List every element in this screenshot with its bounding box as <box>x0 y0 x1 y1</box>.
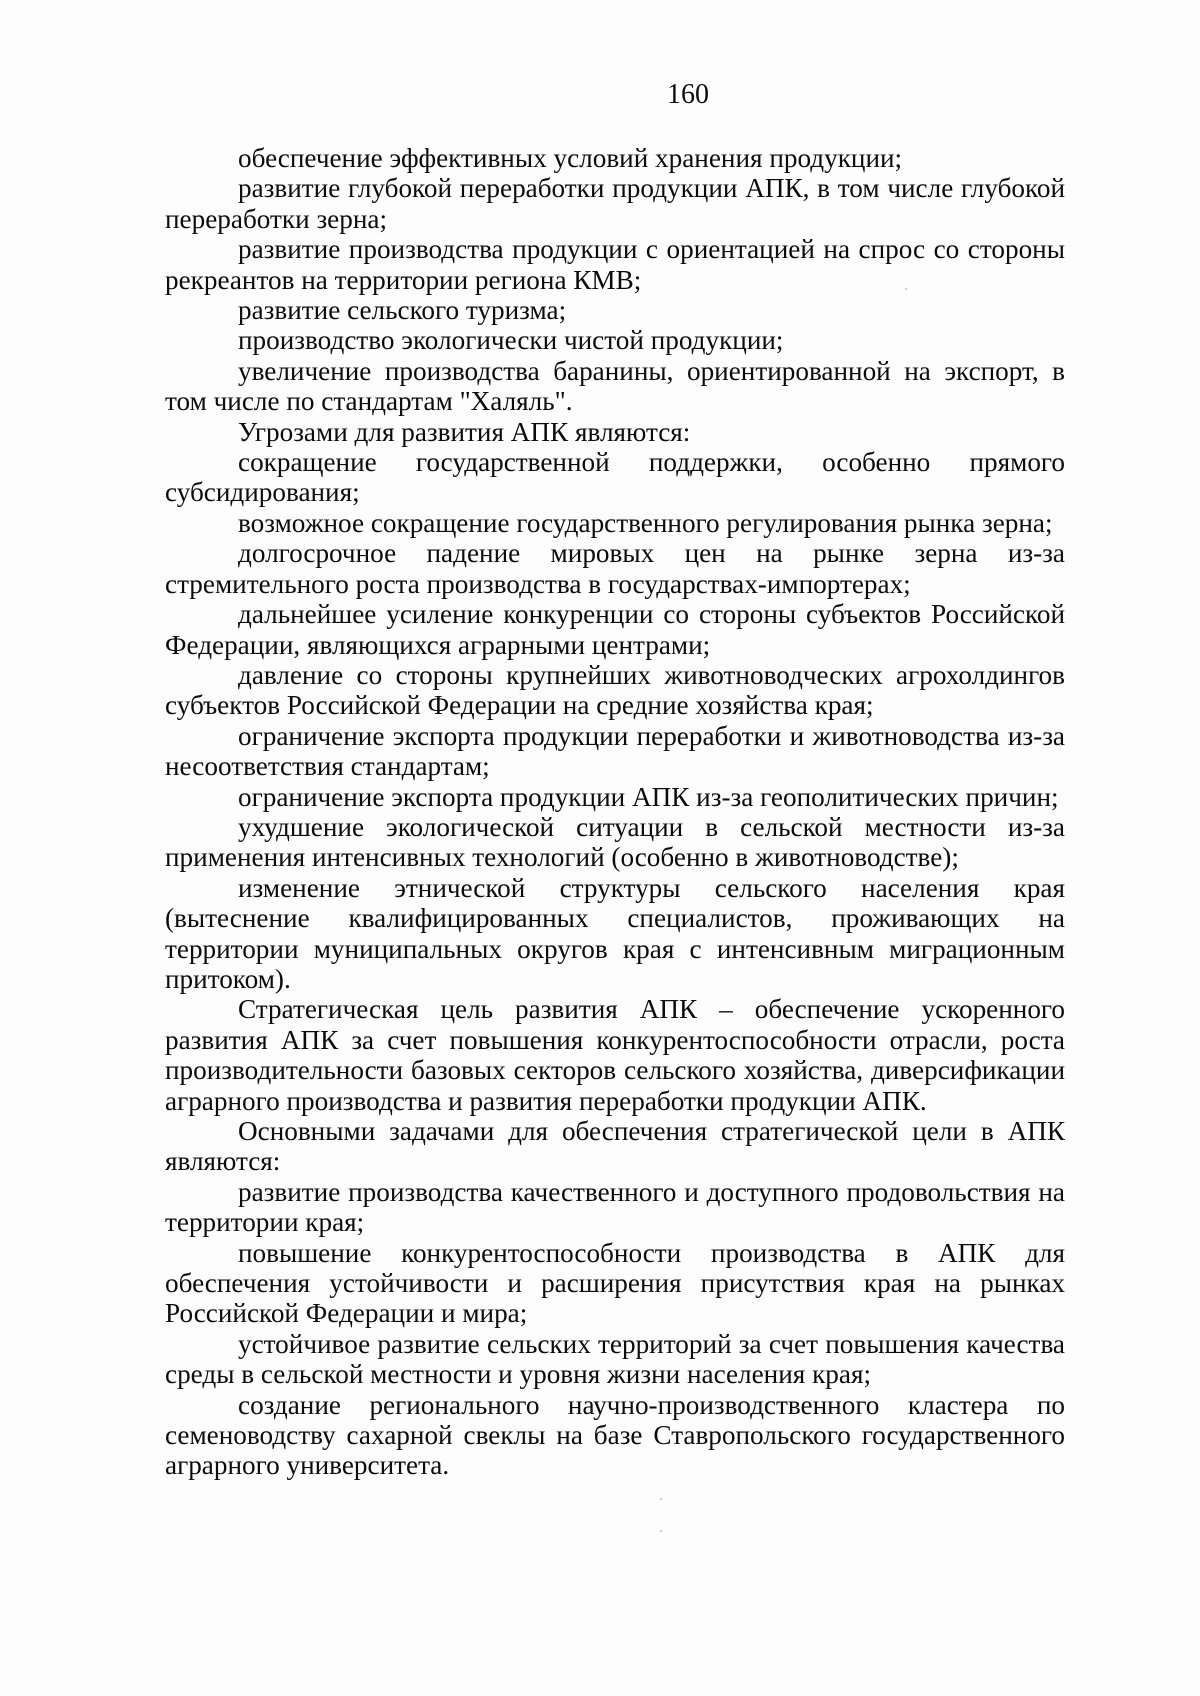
paragraph-rural-development: устойчивое развитие сельских территорий за счет повышения качества среды в сельской местности и уровня жизни населения края; <box>165 1328 1065 1390</box>
paragraph-storage-conditions: обеспечение эффективных условий хранения продукции; <box>238 143 903 173</box>
page-number: 160 <box>667 79 709 110</box>
paragraph-mutton-export: увеличение производства баранины, ориентированной на экспорт, в том числе по стандартам "Халяль". <box>165 355 1065 417</box>
paragraph-recreant-demand: развитие производства продукции с ориентацией на спрос со стороны рекреантов на территории региона КМВ; <box>165 234 1065 295</box>
paragraph-regional-competition: дальнейшее усиление конкуренции со стороны субъектов Российской Федерации, являющихся аграрными центрами; <box>165 599 1065 660</box>
paragraph-subsidy-reduction: сокращение государственной поддержки, особенно прямого субсидирования; <box>165 447 1065 508</box>
paragraph-competitiveness: повышение конкурентоспособности производства в АПК для обеспечения устойчивости и расширения присутствия края на рынках Российской Федерации и мира; <box>165 1237 1065 1329</box>
scan-speck <box>660 1498 662 1500</box>
paragraph-agroholding-pressure: давление со стороны крупнейших животноводческих агрохолдингов субъектов Российской Федерации на средние хозяйства края; <box>165 659 1065 721</box>
paragraph-export-standards: ограничение экспорта продукции переработки и животноводства из-за несоответствия стандартам; <box>165 720 1065 782</box>
paragraph-food-production: развитие производства качественного и доступного продовольствия на территории края; <box>165 1176 1065 1238</box>
paragraph-threats-heading: Угрозами для развития АПК являются: <box>238 416 691 447</box>
scan-speck <box>905 288 907 290</box>
paragraph-ecology: ухудшение экологической ситуации в сельской местности из-за применения интенсивных технологий (особенно в животноводстве); <box>165 811 1065 873</box>
paragraph-grain-regulation: возможное сокращение государственного регулирования рынка зерна; <box>238 507 1053 538</box>
paragraph-strategic-goal: Стратегическая цель развития АПК – обеспечение ускоренного развития АПК за счет повышения конкурентоспособности отрасли, роста производительности базовых секторов сельского хозяйства, диверсификации аграрного производства и развития переработки продукции АПК. <box>165 994 1065 1116</box>
paragraph-seed-cluster: создание регионального научно-производственного кластера по семеноводству сахарной свеклы на базе Ставропольского государственного аграрного университета. <box>165 1389 1065 1481</box>
paragraph-rural-tourism: развитие сельского туризма; <box>238 295 567 326</box>
paragraph-geopolitical-limits: ограничение экспорта продукции АПК из-за геополитических причин; <box>238 781 1059 812</box>
paragraph-ethnic-structure: изменение этнической структуры сельского населения края (вытеснение квалифицированных специалистов, проживающих на территории муниципальных округов края с интенсивным миграционным притоком). <box>165 872 1065 994</box>
paragraph-tasks-heading: Основными задачами для обеспечения стратегической цели в АПК являются: <box>165 1116 1065 1177</box>
document-body <box>165 143 1065 1481</box>
scan-speck <box>660 1530 662 1532</box>
paragraph-grain-prices: долгосрочное падение мировых цен на рынке зерна из-за стремительного роста производства в государствах-импортерах; <box>165 538 1065 599</box>
paragraph-deep-processing: развитие глубокой переработки продукции АПК, в том числе глубокой переработки зерна; <box>165 173 1065 234</box>
paragraph-organic-production: производство экологически чистой продукции; <box>238 325 784 356</box>
